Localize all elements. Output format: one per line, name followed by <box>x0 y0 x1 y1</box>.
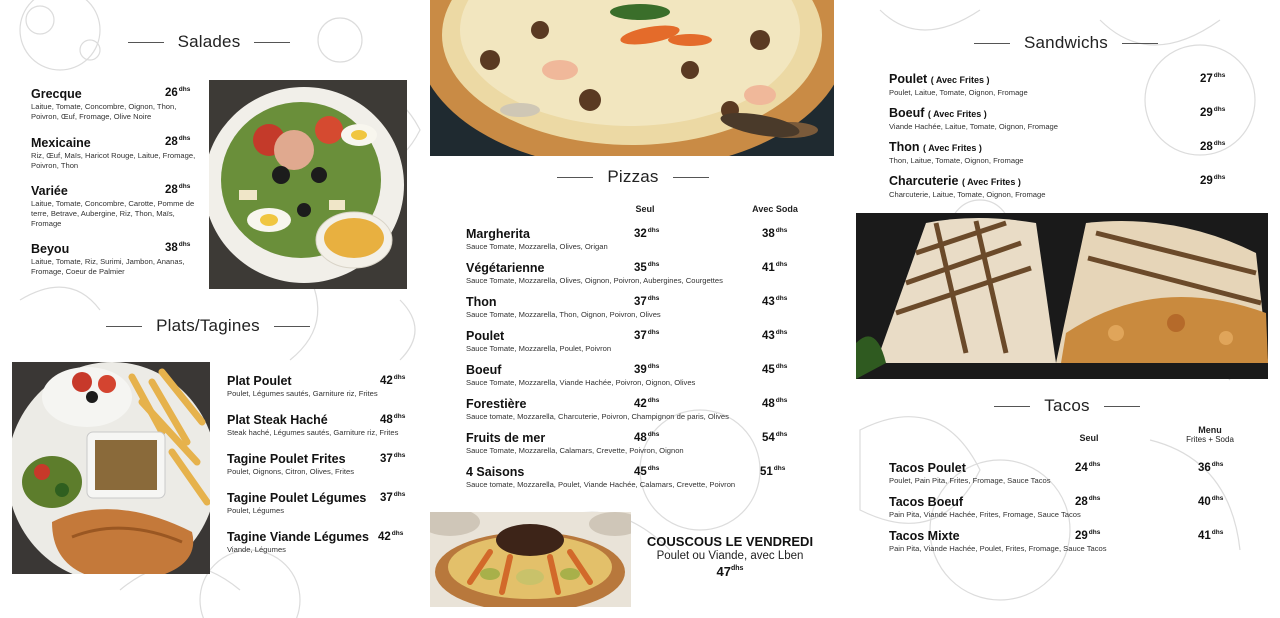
item-price: $26^{dhs}$ <box>165 86 191 99</box>
item-name: Végétarienne <box>466 261 545 275</box>
heading-rule <box>557 177 593 178</box>
item-desc: Sauce tomate, Mozzarella, Poulet, Viande Hachée, Calamars, Crevette, Poivron <box>466 480 736 489</box>
salades-heading <box>120 32 298 52</box>
couscous-promo <box>640 534 820 579</box>
item-price: $42^{dhs}$ <box>634 397 660 410</box>
heading-rule <box>974 43 1010 44</box>
item-price: $45^{dhs}$ <box>634 465 660 478</box>
menu-item-tacos-mixte <box>889 529 1189 554</box>
item-price: $42^{dhs}$ <box>378 530 404 543</box>
item-price-soda: $38^{dhs}$ <box>762 227 788 240</box>
pizza-photo <box>430 0 834 156</box>
couscous-subtitle: Poulet ou Viande, avec Lben <box>656 550 804 562</box>
menu-item-pizza-4-saisons <box>466 465 776 490</box>
item-desc: Pain Pita, Viande Hachée, Poulet, Frites, Fromage, Sauce Tacos <box>889 544 1107 553</box>
item-price: $28^{dhs}$ <box>165 183 191 196</box>
menu-item-pizza-boeuf <box>466 363 776 388</box>
item-name: 4 Saisons <box>466 465 525 479</box>
item-name: Plat Poulet <box>227 374 292 388</box>
item-price: $39^{dhs}$ <box>634 363 660 376</box>
item-desc: Charcuterie, Laitue, Tomate, Oignon, Fromage <box>889 190 1046 199</box>
menu-item-sandwich-boeuf <box>889 106 1189 132</box>
item-desc: Sauce Tomate, Mozzarella, Calamars, Crevette, Poivron, Oignon <box>466 446 684 455</box>
item-price-soda: $51^{dhs}$ <box>760 465 786 478</box>
item-name: Charcuterie ( Avec Frites ) <box>889 174 1021 188</box>
menu-item-pizza-forestiere <box>466 397 776 422</box>
tacos-heading <box>990 396 1144 416</box>
salades-title: Salades <box>177 32 241 51</box>
item-name: Thon <box>466 295 497 309</box>
menu-item-sandwich-thon <box>889 140 1189 166</box>
item-desc: Poulet, Pain Pita, Frites, Fromage, Sauce Tacos <box>889 476 1051 485</box>
item-desc: Thon, Laitue, Tomate, Oignon, Fromage <box>889 156 1024 165</box>
item-price: $32^{dhs}$ <box>634 227 660 240</box>
item-price-soda: $43^{dhs}$ <box>762 295 788 308</box>
item-name: Thon ( Avec Frites ) <box>889 140 982 154</box>
item-name: Boeuf ( Avec Frites ) <box>889 106 987 120</box>
salad-photo <box>209 80 407 289</box>
item-desc: Poulet, Laitue, Tomate, Oignon, Fromage <box>889 88 1028 97</box>
item-name: Variée <box>31 184 68 198</box>
item-price: $29^{dhs}$ <box>1200 174 1226 187</box>
item-name: Tagine Poulet Légumes <box>227 491 367 505</box>
item-desc: Poulet, Oignons, Citron, Olives, Frites <box>227 467 355 476</box>
heading-rule <box>673 177 709 178</box>
item-price: $29^{dhs}$ <box>1200 106 1226 119</box>
pizzas-heading <box>553 167 713 187</box>
menu-item-tacos-boeuf <box>889 495 1189 520</box>
item-desc: Laitue, Tomate, Riz, Surimi, Jambon, Ananas, Fromage, Coeur de Palmier <box>31 257 185 276</box>
item-name: Tagine Viande Légumes <box>227 530 369 544</box>
couscous-photo <box>430 512 631 607</box>
item-price: $48^{dhs}$ <box>634 431 660 444</box>
item-desc: Viande, Légumes <box>227 545 286 554</box>
heading-rule <box>1122 43 1158 44</box>
tacos-col-seul: Seul <box>1079 433 1099 443</box>
item-desc: Pain Pita, Viande Hachée, Frites, Fromage, Sauce Tacos <box>889 510 1081 519</box>
tacos-title: Tacos <box>1044 396 1090 415</box>
menu-item-pizza-fruits-de-mer <box>466 431 776 456</box>
item-name: Tacos Poulet <box>889 461 966 475</box>
item-desc: Sauce Tomate, Mozzarella, Olives, Oignon, Poivron, Aubergines, Courgettes <box>466 276 723 285</box>
item-desc: Sauce tomate, Mozzarella, Charcuterie, Poivron, Champignon de paris, Olives <box>466 412 729 421</box>
item-desc: Riz, Œuf, Maïs, Haricot Rouge, Laitue, Fromage, Poivron, Thon <box>31 151 196 170</box>
heading-rule <box>106 326 142 327</box>
item-price: $37^{dhs}$ <box>634 329 660 342</box>
item-name: Tacos Mixte <box>889 529 960 543</box>
item-price: $38^{dhs}$ <box>165 241 191 254</box>
item-desc: Steak haché, Légumes sautés, Garniture riz, Frites <box>227 428 399 437</box>
plat-photo <box>12 362 210 574</box>
item-name: Beyou <box>31 242 70 256</box>
item-price: $28^{dhs}$ <box>1200 140 1226 153</box>
menu-item-sandwich-charcuterie <box>889 174 1189 200</box>
couscous-title: COUSCOUS LE VENDREDI <box>646 534 814 549</box>
item-price: $37^{dhs}$ <box>380 491 406 504</box>
item-price-soda: $45^{dhs}$ <box>762 363 788 376</box>
item-price-soda: $41^{dhs}$ <box>762 261 788 274</box>
heading-rule <box>254 42 290 43</box>
item-desc: Sauce Tomate, Mozzarella, Thon, Oignon, Poivron, Olives <box>466 310 661 319</box>
item-name: Grecque <box>31 87 82 101</box>
item-price: $24^{dhs}$ <box>1075 461 1101 474</box>
couscous-price: $47^{dhs}$ <box>716 564 744 579</box>
item-desc: Sauce Tomate, Mozzarella, Poulet, Poivron <box>466 344 612 353</box>
menu-item-tacos-poulet <box>889 461 1189 486</box>
plats-heading <box>96 316 320 336</box>
item-price: $37^{dhs}$ <box>380 452 406 465</box>
item-name: Poulet ( Avec Frites ) <box>889 72 990 86</box>
item-name: Margherita <box>466 227 530 241</box>
menu-item-sandwich-poulet <box>889 72 1189 98</box>
item-desc: Sauce Tomate, Mozzarella, Olives, Origan <box>466 242 608 251</box>
heading-rule <box>128 42 164 43</box>
item-name: Fruits de mer <box>466 431 546 445</box>
menu-item-pizza-thon <box>466 295 776 320</box>
item-name: Plat Steak Haché <box>227 413 328 427</box>
item-price: $42^{dhs}$ <box>380 374 406 387</box>
menu-item-pizza-poulet <box>466 329 776 354</box>
sandwich-photo <box>856 213 1268 379</box>
item-price: $28^{dhs}$ <box>165 135 191 148</box>
item-price-menu: $36^{dhs}$ <box>1198 461 1224 474</box>
heading-rule <box>1104 406 1140 407</box>
item-name: Forestière <box>466 397 527 411</box>
item-price: $37^{dhs}$ <box>634 295 660 308</box>
tacos-col-menu: Menu Frites + Soda <box>1186 425 1234 444</box>
item-desc: Sauce Tomate, Mozzarella, Viande Hachée, Poivron, Oignon, Olives <box>466 378 696 387</box>
item-desc: Laitue, Tomate, Concombre, Carotte, Pomme de terre, Betrave, Aubergine, Riz, Thon, Maïs, Fromage <box>31 199 195 228</box>
item-price-soda: $43^{dhs}$ <box>762 329 788 342</box>
item-price: $48^{dhs}$ <box>380 413 406 426</box>
item-desc: Viande Hachée, Laitue, Tomate, Oignon, Fromage <box>889 122 1058 131</box>
item-price-soda: $54^{dhs}$ <box>762 431 788 444</box>
pizzas-col-seul: Seul <box>635 204 655 214</box>
plats-title: Plats/Tagines <box>156 316 260 335</box>
menu-item-pizza-margherita <box>466 227 776 252</box>
item-name: Boeuf <box>466 363 502 377</box>
item-desc: Poulet, Légumes <box>227 506 284 515</box>
item-price: $27^{dhs}$ <box>1200 72 1226 85</box>
item-price-soda: $48^{dhs}$ <box>762 397 788 410</box>
item-desc: Poulet, Légumes sautés, Garniture riz, Frites <box>227 389 378 398</box>
item-name: Mexicaine <box>31 136 91 150</box>
pizzas-col-soda: Avec Soda <box>752 204 798 214</box>
heading-rule <box>994 406 1030 407</box>
pizzas-title: Pizzas <box>607 167 659 186</box>
item-price-menu: $41^{dhs}$ <box>1198 529 1224 542</box>
menu-item-pizza-vegetarienne <box>466 261 776 286</box>
item-price: $35^{dhs}$ <box>634 261 660 274</box>
item-price-menu: $40^{dhs}$ <box>1198 495 1224 508</box>
item-price: $28^{dhs}$ <box>1075 495 1101 508</box>
sandwichs-title: Sandwichs <box>1023 33 1108 52</box>
item-desc: Laitue, Tomate, Concombre, Oignon, Thon, Poivron, Œuf, Fromage, Olive Noire <box>31 102 177 121</box>
item-name: Poulet <box>466 329 505 343</box>
item-price: $29^{dhs}$ <box>1075 529 1101 542</box>
heading-rule <box>274 326 310 327</box>
sandwichs-heading <box>964 33 1168 53</box>
item-name: Tagine Poulet Frites <box>227 452 346 466</box>
item-name: Tacos Boeuf <box>889 495 964 509</box>
